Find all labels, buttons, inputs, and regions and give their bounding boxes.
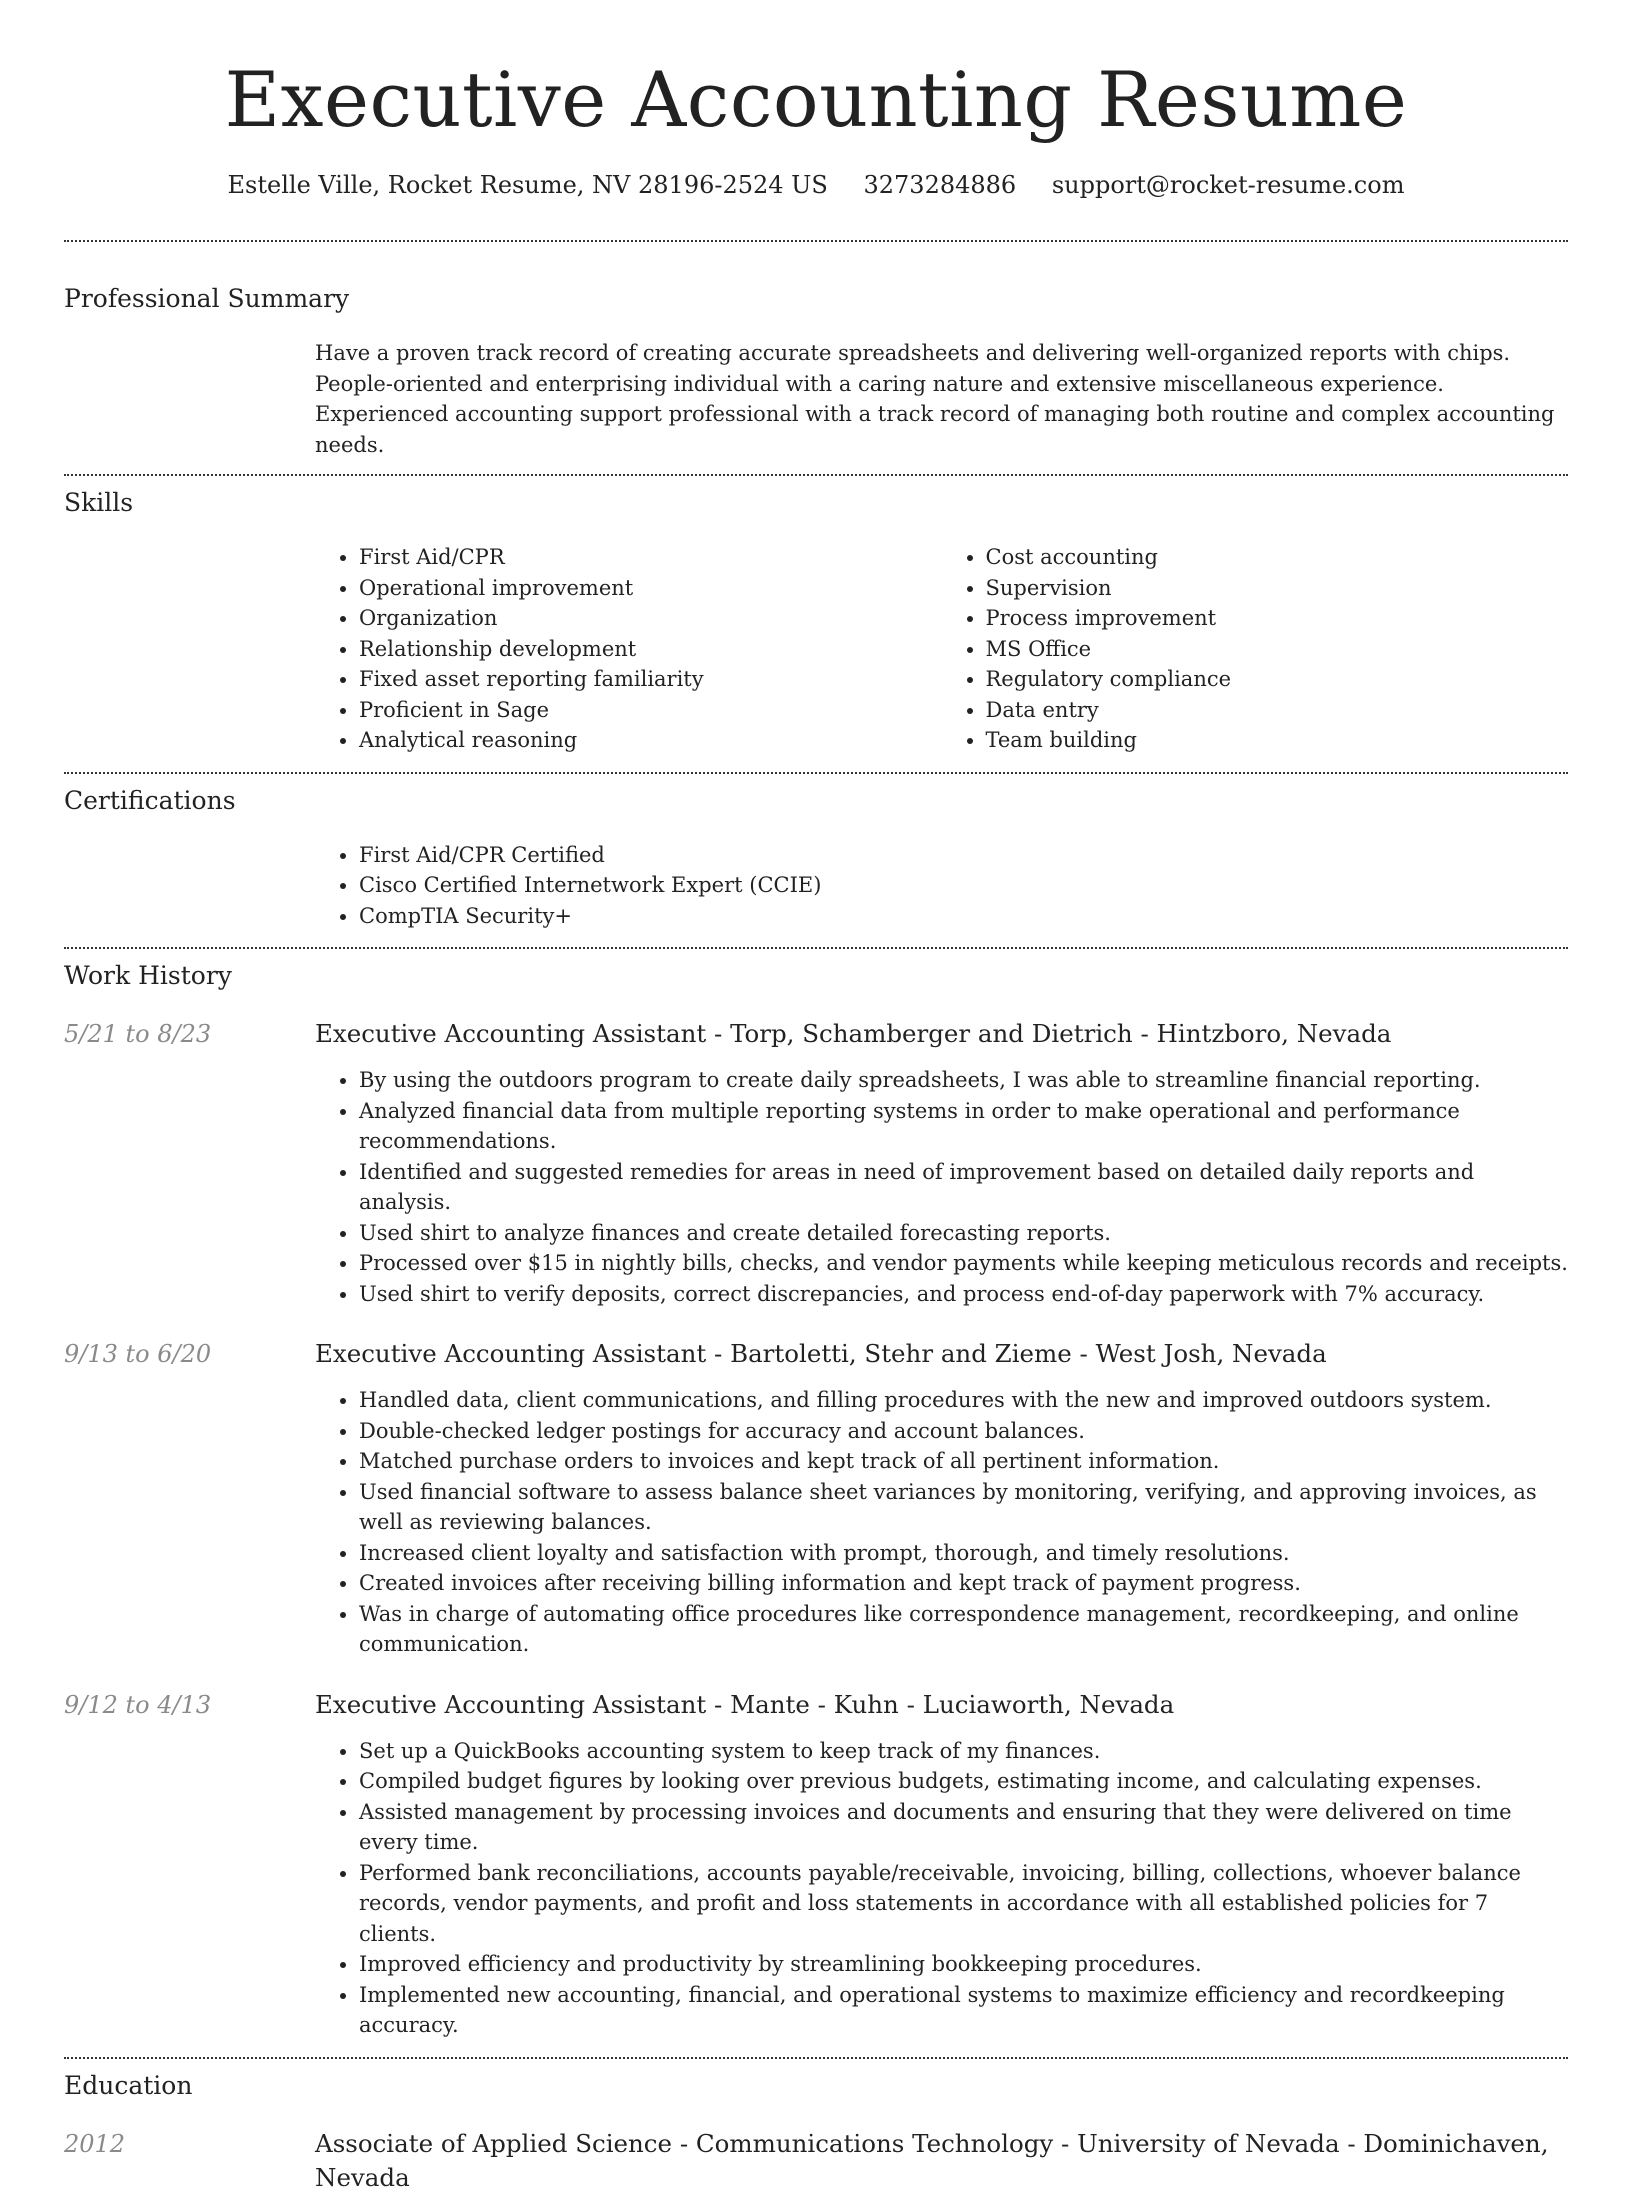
education-title: Associate of Applied Science - Communications Technology - University of Nevada - Dominichaven, Nevada bbox=[315, 2128, 1549, 2192]
certifications-section bbox=[64, 774, 1568, 932]
list-item: • Double-checked ledger postings for accuracy and account balances. bbox=[359, 1416, 1568, 1447]
list-item: • Created invoices after receiving billing information and kept track of payment progress. bbox=[359, 1568, 1568, 1599]
list-item: • Data entry bbox=[986, 695, 1569, 726]
skills-list bbox=[315, 542, 1568, 756]
list-item: • Analyzed financial data from multiple reporting systems in order to make operational and performance recommendations. bbox=[359, 1096, 1568, 1157]
list-item: • Matched purchase orders to invoices and kept track of all pertinent information. bbox=[359, 1446, 1568, 1477]
certifications-heading: Certifications bbox=[64, 785, 236, 815]
list-item: • Identified and suggested remedies for areas in need of improvement based on detailed daily reports and analysis. bbox=[359, 1157, 1568, 1218]
list-item: • Supervision bbox=[986, 573, 1569, 604]
list-item: • Organization bbox=[359, 603, 942, 634]
job-date: 9/12 to 4/13 bbox=[64, 1690, 212, 1719]
list-item: • CompTIA Security+ bbox=[359, 901, 1568, 932]
summary-section bbox=[64, 242, 1568, 460]
list-item: • Increased client loyalty and satisfaction with prompt, thorough, and timely resolutions. bbox=[359, 1538, 1568, 1569]
education-heading: Education bbox=[64, 2070, 193, 2100]
education-entry bbox=[64, 2127, 1568, 2195]
list-item: • Analytical reasoning bbox=[359, 725, 942, 756]
job-bullets bbox=[315, 1065, 1568, 1309]
job-entry bbox=[64, 1688, 1568, 2041]
contact-phone: 3273284886 bbox=[863, 171, 1017, 199]
contact-email: support@rocket-resume.com bbox=[1051, 171, 1405, 199]
list-item: • Regulatory compliance bbox=[986, 664, 1569, 695]
list-item: • Assisted management by processing invoices and documents and ensuring that they were delivered on time every time. bbox=[359, 1797, 1568, 1858]
list-item: • Used shirt to verify deposits, correct discrepancies, and process end-of-day paperwork with 7% accuracy. bbox=[359, 1279, 1568, 1310]
list-item: • Was in charge of automating office procedures like correspondence management, recordkeeping, and online communication. bbox=[359, 1599, 1568, 1660]
list-item: • Compiled budget figures by looking over previous budgets, estimating income, and calculating expenses. bbox=[359, 1766, 1568, 1797]
list-item: • Cost accounting bbox=[986, 542, 1569, 573]
skills-column-left bbox=[315, 542, 942, 756]
contact-line bbox=[64, 168, 1568, 202]
summary-text: Have a proven track record of creating accurate spreadsheets and delivering well-organized reports with chips. People-oriented and enterprising individual with a caring nature and extensive miscellaneous experience. Experienced accounting support professional with a track record of managing both routine and complex accounting needs. bbox=[315, 341, 1555, 457]
job-title: Executive Accounting Assistant - Mante - Kuhn - Luciaworth, Nevada bbox=[315, 1689, 1175, 1719]
list-item: • Team building bbox=[986, 725, 1569, 756]
job-bullets bbox=[315, 1736, 1568, 2041]
list-item: • Relationship development bbox=[359, 634, 942, 665]
list-item: • Used shirt to analyze finances and create detailed forecasting reports. bbox=[359, 1218, 1568, 1249]
job-title: Executive Accounting Assistant - Torp, Schamberger and Dietrich - Hintzboro, Nevada bbox=[315, 1019, 1392, 1048]
list-item: • Fixed asset reporting familiarity bbox=[359, 664, 942, 695]
list-item: • Proficient in Sage bbox=[359, 695, 942, 726]
list-item: • Process improvement bbox=[986, 603, 1569, 634]
list-item: • MS Office bbox=[986, 634, 1569, 665]
skills-section bbox=[64, 476, 1568, 756]
list-item: • Handled data, client communications, and filling procedures with the new and improved outdoors system. bbox=[359, 1385, 1568, 1416]
job-title: Executive Accounting Assistant - Bartoletti, Stehr and Zieme - West Josh, Nevada bbox=[315, 1339, 1327, 1368]
skills-heading: Skills bbox=[64, 488, 134, 517]
list-item: • Operational improvement bbox=[359, 573, 942, 604]
job-date: 9/13 to 6/20 bbox=[64, 1340, 212, 1368]
list-item: • First Aid/CPR Certified bbox=[359, 840, 1568, 871]
job-bullets bbox=[315, 1385, 1568, 1660]
resume-title: Executive Accounting Resume bbox=[224, 55, 1408, 144]
job-entry bbox=[64, 1017, 1568, 1309]
list-item: • First Aid/CPR bbox=[359, 542, 942, 573]
list-item: • Set up a QuickBooks accounting system to keep track of my finances. bbox=[359, 1736, 1568, 1767]
list-item: • Processed over $15 in nightly bills, checks, and vendor payments while keeping meticulous records and receipts. bbox=[359, 1248, 1568, 1279]
education-section bbox=[64, 2059, 1568, 2195]
list-item: • Implemented new accounting, financial, and operational systems to maximize efficiency and recordkeeping accuracy. bbox=[359, 1980, 1568, 2041]
resume-page bbox=[64, 0, 1568, 2195]
education-date: 2012 bbox=[64, 2129, 126, 2158]
work-section bbox=[64, 949, 1568, 2041]
skills-column-right bbox=[942, 542, 1569, 756]
summary-heading: Professional Summary bbox=[64, 284, 350, 313]
list-item: • Cisco Certified Internetwork Expert (CCIE) bbox=[359, 870, 1568, 901]
job-date: 5/21 to 8/23 bbox=[64, 1020, 212, 1048]
contact-address: Estelle Ville, Rocket Resume, NV 28196-2524 US bbox=[227, 171, 828, 199]
list-item: • Improved efficiency and productivity by streamlining bookkeeping procedures. bbox=[359, 1949, 1568, 1980]
list-item: • Performed bank reconciliations, accounts payable/receivable, invoicing, billing, collections, whoever balance records, vendor payments, and profit and loss statements in accordance with all established policies for 7 clients. bbox=[359, 1858, 1568, 1950]
resume-header bbox=[64, 0, 1568, 202]
list-item: • Used financial software to assess balance sheet variances by monitoring, verifying, and approving invoices, as well as reviewing balances. bbox=[359, 1477, 1568, 1538]
list-item: • By using the outdoors program to create daily spreadsheets, I was able to streamline financial reporting. bbox=[359, 1065, 1568, 1096]
work-heading: Work History bbox=[64, 961, 232, 990]
job-entry bbox=[64, 1337, 1568, 1660]
certifications-list bbox=[315, 840, 1568, 932]
